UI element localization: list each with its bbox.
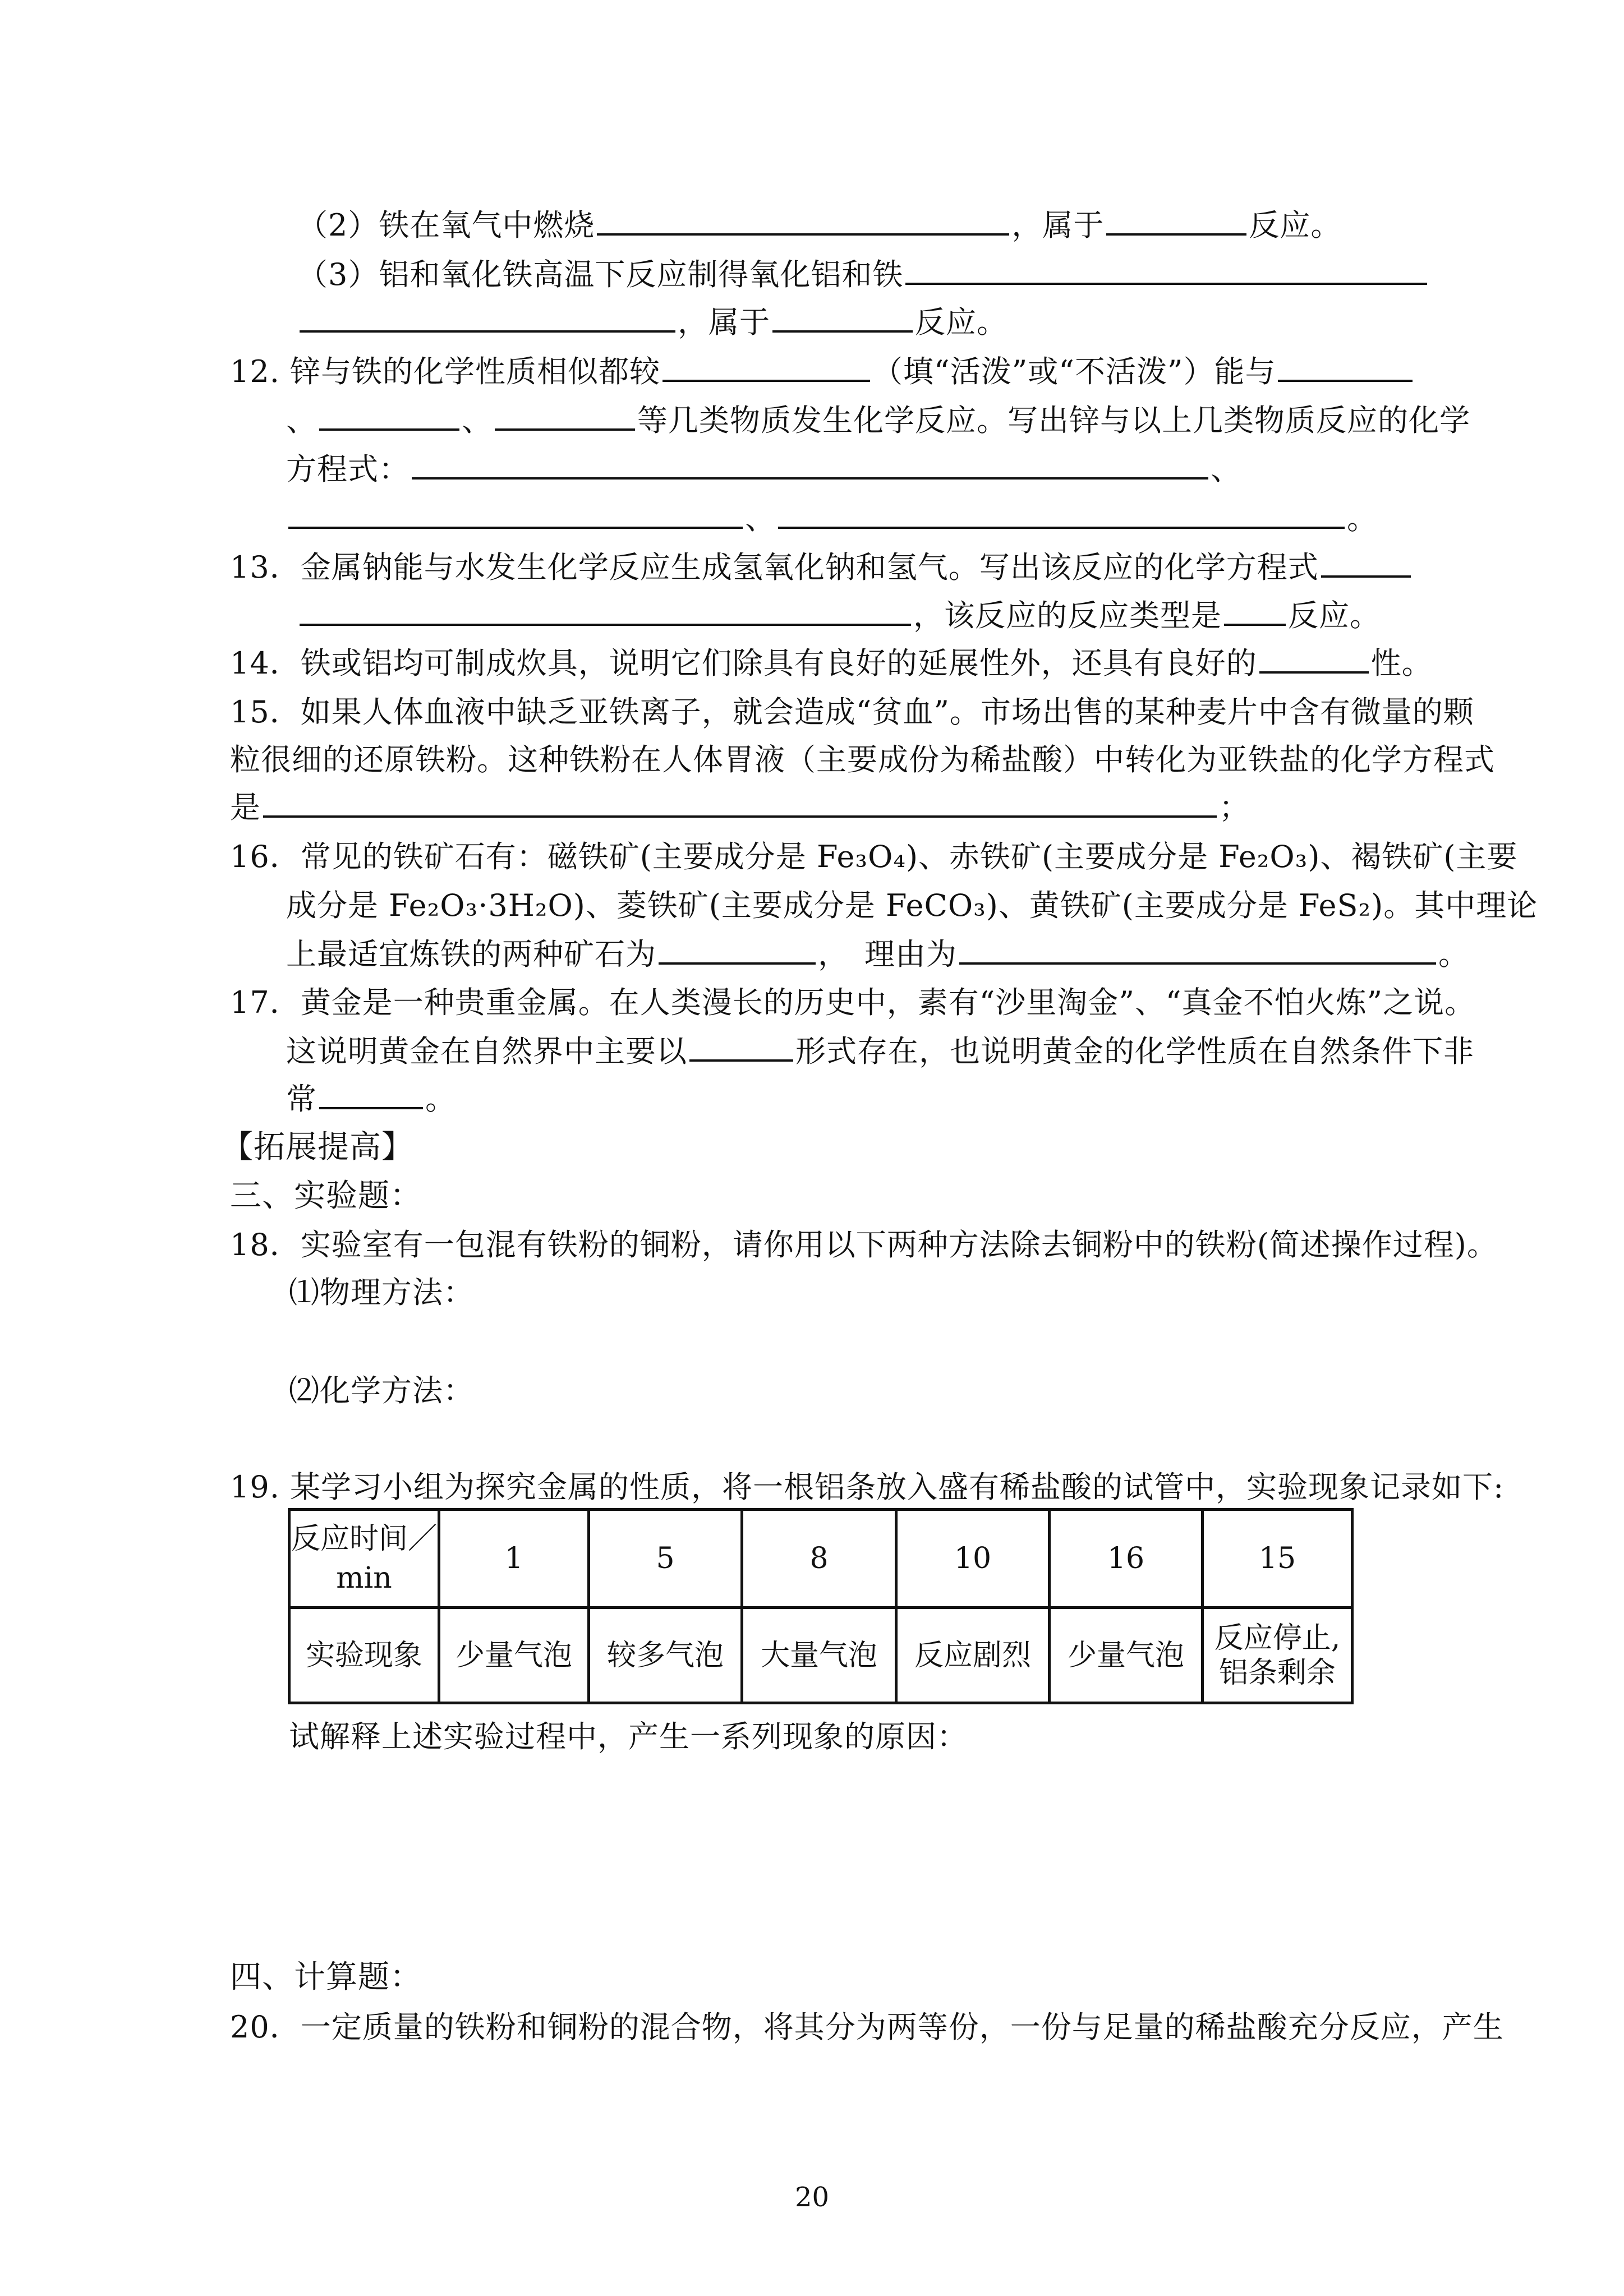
observation-row	[289, 1608, 1352, 1703]
observation-cell: 少量气泡	[439, 1608, 589, 1703]
time-cell: 10	[896, 1510, 1050, 1608]
answer-blank[interactable]	[288, 499, 743, 529]
page-number: 20	[794, 2182, 830, 2213]
q11-line-2: （2）铁在氧气中燃烧 ，属于 反应。	[297, 203, 1341, 248]
answer-blank[interactable]	[319, 1079, 423, 1109]
q20-line-1: 20．一定质量的铁粉和铜粉的混合物，将其分为两等份，一份与足量的稀盐酸充分反应，产生	[230, 2009, 1504, 2045]
answer-blank[interactable]	[905, 255, 1427, 285]
observation-cell: 反应剧烈	[896, 1608, 1050, 1703]
observation-cell: 较多气泡	[589, 1608, 742, 1703]
q15-line-3: 是 ；	[230, 785, 1250, 830]
q12-line-1: 12. 锌与铁的化学性质相似都较 （填“活泼”或“不活泼”）能与	[230, 349, 1415, 394]
q18-physical-method: ⑴物理方法：	[289, 1275, 474, 1310]
answer-blank[interactable]	[597, 205, 1009, 236]
answer-blank[interactable]	[1224, 596, 1286, 626]
time-cell: 5	[589, 1510, 742, 1608]
answer-blank[interactable]	[689, 1031, 793, 1062]
q12-line-4: 、 。	[286, 496, 1378, 541]
observation-header-cell: 实验现象	[289, 1608, 439, 1703]
q11-line-3: （3）铝和氧化铁高温下反应制得氧化铝和铁	[297, 252, 1429, 297]
q17-line-3: 常 。	[286, 1077, 456, 1122]
section-3-heading: 三、实验题：	[230, 1178, 422, 1214]
answer-blank[interactable]	[1321, 547, 1411, 578]
time-cell: 16	[1050, 1510, 1203, 1608]
answer-blank[interactable]	[1278, 352, 1413, 382]
observation-cell: 大量气泡	[742, 1608, 896, 1703]
q16-line-1: 16．常见的铁矿石有：磁铁矿(主要成分是 Fe₃O₄)、赤铁矿(主要成分是 Fe₂O₃)、褐铁矿(主要	[230, 839, 1518, 874]
q18-line-1: 18．实验室有一包混有铁粉的铜粉，请你用以下两种方法除去铜粉中的铁粉(简述操作过程)。	[230, 1227, 1498, 1262]
q17-line-2: 这说明黄金在自然界中主要以 形式存在，也说明黄金的化学性质在自然条件下非	[286, 1029, 1474, 1074]
time-cell: 8	[742, 1510, 896, 1608]
answer-blank[interactable]	[1259, 643, 1369, 674]
answer-blank[interactable]	[663, 352, 870, 382]
observation-cell: 少量气泡	[1050, 1608, 1203, 1703]
answer-blank[interactable]	[659, 934, 816, 965]
q19-explain-prompt: 试解释上述实验过程中，产生一系列现象的原因：	[289, 1719, 968, 1754]
answer-blank[interactable]	[300, 302, 675, 333]
q12-line-2: 、 、 等几类物质发生化学反应。写出锌与以上几类物质反应的化学	[286, 398, 1470, 443]
answer-blank[interactable]	[319, 400, 459, 431]
answer-blank[interactable]	[1106, 205, 1246, 236]
q19-line-1: 19. 某学习小组为探究金属的性质，将一根铝条放入盛有稀盐酸的试管中，实验现象记录如下:	[230, 1469, 1505, 1505]
q13-line-1: 13．金属钠能与水发生化学反应生成氢氧化钠和氢气。写出该反应的化学方程式	[230, 545, 1413, 590]
section-4-heading: 四、计算题：	[230, 1959, 422, 1995]
q11-line-4: ，属于 反应。	[297, 300, 1007, 345]
answer-blank[interactable]	[778, 499, 1345, 529]
q17-line-1: 17．黄金是一种贵重金属。在人类漫长的历史中，素有“沙里淘金”、“真金不怕火炼”之说。	[230, 985, 1476, 1020]
q16-line-3: 上最适宜炼铁的两种矿石为 ， 理由为 。	[286, 932, 1469, 977]
q18-chemical-method: ⑵化学方法：	[289, 1373, 474, 1408]
observation-cell: 反应停止, 铝条剩余	[1203, 1608, 1352, 1703]
section-extend-heading: 【拓展提高】	[222, 1129, 413, 1165]
answer-blank[interactable]	[959, 934, 1436, 965]
answer-blank[interactable]	[300, 596, 911, 626]
time-row	[289, 1510, 1352, 1608]
q16-line-2: 成分是 Fe₂O₃·3H₂O)、菱铁矿(主要成分是 FeCO₃)、黄铁矿(主要成分是 FeS₂)。其中理论	[286, 888, 1538, 923]
answer-blank[interactable]	[263, 787, 1217, 818]
q15-line-1: 15．如果人体血液中缺乏亚铁离子，就会造成“贫血”。市场出售的某种麦片中含有微量的颗	[230, 694, 1474, 730]
time-cell: 1	[439, 1510, 589, 1608]
q12-line-3: 方程式： 、	[286, 447, 1241, 492]
experiment-table	[288, 1508, 1354, 1704]
q14-line-1: 14．铁或铝均可制成炊具，说明它们除具有良好的延展性外，还具有良好的 性。	[230, 641, 1433, 686]
time-cell: 15	[1203, 1510, 1352, 1608]
answer-blank[interactable]	[412, 449, 1208, 480]
time-header-cell: 反应时间／ min	[289, 1510, 439, 1608]
q15-line-2: 粒很细的还原铁粉。这种铁粉在人体胃液（主要成份为稀盐酸）中转化为亚铁盐的化学方程式	[230, 742, 1495, 777]
answer-blank[interactable]	[772, 302, 913, 333]
answer-blank[interactable]	[495, 400, 635, 431]
q13-line-2: ，该反应的反应类型是 反应。	[297, 593, 1381, 638]
